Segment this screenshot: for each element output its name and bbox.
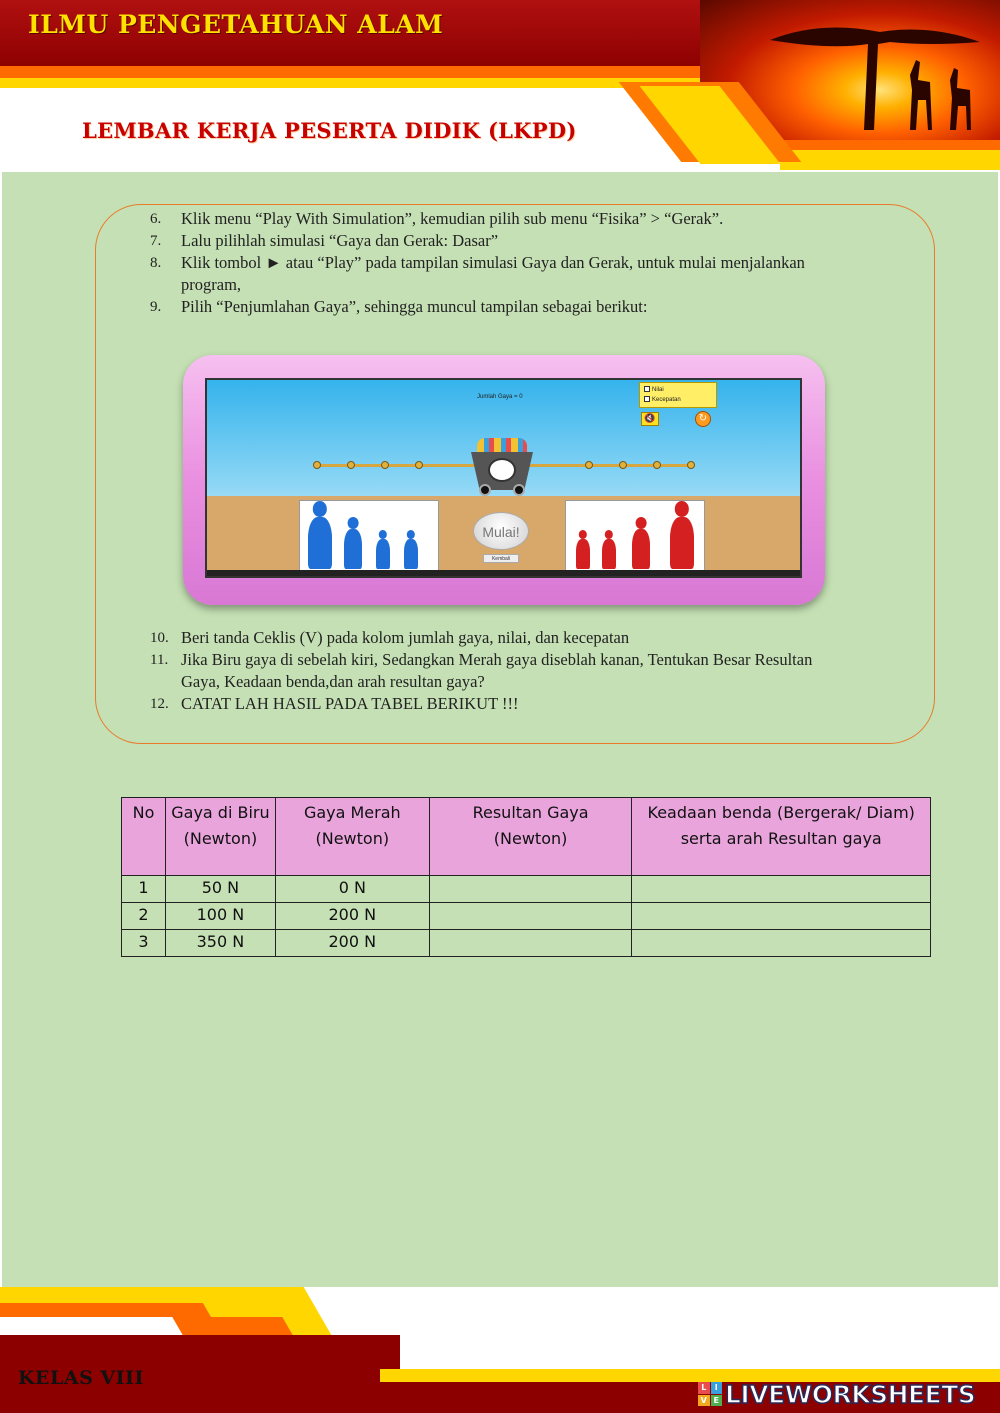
logo-letter: L (698, 1382, 710, 1394)
checkbox-icon (644, 396, 650, 402)
instruction-step (150, 649, 850, 693)
rope-knot (619, 461, 627, 469)
cart-wheel (479, 484, 491, 496)
class-label: KELAS VIII (18, 1367, 144, 1389)
cell-red-force: 0 N (275, 876, 429, 903)
table-row (122, 930, 931, 957)
options-panel (639, 382, 717, 408)
cell-blue-force: 50 N (165, 876, 275, 903)
instruction-step (150, 627, 850, 649)
step-text: CATAT LAH HASIL PADA TABEL BERIKUT !!! (181, 694, 519, 713)
option-kecepatan-label: Kecepatan (652, 397, 681, 403)
cell-resultant-input[interactable] (429, 930, 632, 957)
cell-blue-force: 350 N (165, 930, 275, 957)
table-row (122, 876, 931, 903)
cell-state-input[interactable] (632, 903, 931, 930)
cell-red-force: 200 N (275, 903, 429, 930)
instruction-step (150, 252, 850, 296)
instruction-step (150, 230, 850, 252)
simulation-screenshot (205, 378, 802, 578)
results-table (121, 797, 931, 957)
header-blue-force: Gaya di Biru (Newton) (165, 798, 275, 876)
cell-state-input[interactable] (632, 930, 931, 957)
step-number: 9. (150, 299, 162, 315)
rope-knot (381, 461, 389, 469)
red-puller-medium (632, 529, 650, 569)
instruction-step (150, 693, 850, 715)
header-orange-stripe (0, 66, 760, 78)
option-nilai-label: Nilai (652, 387, 664, 393)
rope-knot (415, 461, 423, 469)
step-text: Beri tanda Ceklis (V) pada kolom jumlah gaya, nilai, dan kecepatan (181, 628, 630, 647)
rope-knot (585, 461, 593, 469)
brand-name: LIVEWORKSHEETS (725, 1379, 976, 1409)
table-row (122, 903, 931, 930)
logo-letter: I (711, 1382, 723, 1394)
red-puller-large (670, 517, 694, 569)
header-state: Keadaan benda (Bergerak/ Diam) serta arah Resultan gaya (632, 798, 931, 876)
acacia-giraffe-silhouette (760, 20, 990, 130)
page-header (0, 0, 1000, 170)
step-number: 12. (150, 696, 169, 712)
cell-resultant-input[interactable] (429, 876, 632, 903)
cell-blue-force: 100 N (165, 903, 275, 930)
rope-knot (313, 461, 321, 469)
blue-puller-small (376, 539, 390, 569)
rope-knot (687, 461, 695, 469)
blue-team-box (299, 500, 439, 574)
rope-knot (653, 461, 661, 469)
cart-wheel (513, 484, 525, 496)
option-kecepatan (644, 395, 712, 405)
header-yellow-stripe-right (780, 150, 1000, 170)
step-text: Klik tombol ► atau “Play” pada tampilan simulasi Gaya dan Gerak, untuk mulai menjalankan program, (181, 253, 805, 294)
cell-no: 3 (122, 930, 166, 957)
liveworksheets-logo-icon (698, 1382, 722, 1406)
logo-letter: E (711, 1395, 723, 1407)
subject-title: ILMU PENGETAHUAN ALAM (28, 10, 444, 39)
page-footer (0, 1287, 1000, 1413)
step-text: Klik menu “Play With Simulation”, kemudian pilih sub menu “Fisika” > “Gerak”. (181, 209, 724, 228)
step-number: 11. (150, 652, 169, 668)
blue-puller-small (404, 539, 418, 569)
red-puller-small (602, 539, 616, 569)
logo-letter: V (698, 1395, 710, 1407)
reset-icon: ↻ (695, 411, 711, 427)
header-no: No (122, 798, 166, 876)
step-number: 7. (150, 233, 162, 249)
start-button: Mulai! (473, 512, 529, 550)
step-text: Lalu pilihlah simulasi “Gaya dan Gerak: Dasar” (181, 231, 499, 250)
red-puller-small (576, 539, 590, 569)
instruction-list-top (150, 208, 850, 318)
cart-load (477, 438, 527, 454)
header-red-force: Gaya Merah (Newton) (275, 798, 429, 876)
speaker-mute-icon: 🔇 (641, 412, 659, 426)
instruction-list-bottom (150, 627, 850, 715)
cell-state-input[interactable] (632, 876, 931, 903)
instruction-step (150, 296, 850, 318)
header-resultant: Resultan Gaya (Newton) (429, 798, 632, 876)
speedometer-icon (488, 458, 516, 482)
instruction-step (150, 208, 850, 230)
liveworksheets-brand[interactable] (698, 1379, 975, 1409)
blue-puller-large (308, 517, 332, 569)
cell-no: 1 (122, 876, 166, 903)
table-header-row (122, 798, 931, 876)
step-number: 10. (150, 630, 169, 646)
step-text: Pilih “Penjumlahan Gaya”, sehingga muncul tampilan sebagai berikut: (181, 297, 648, 316)
red-team-box (565, 500, 705, 574)
blue-puller-medium (344, 529, 362, 569)
force-sum-label: Jumlah Gaya = 0 (477, 394, 523, 400)
cell-red-force: 200 N (275, 930, 429, 957)
step-number: 6. (150, 211, 162, 227)
step-text: Jika Biru gaya di sebelah kiri, Sedangkan Merah gaya diseblah kanan, Tentukan Besar Resultan Gaya, Keadaan benda,dan arah resultan gaya? (181, 650, 813, 691)
cell-resultant-input[interactable] (429, 903, 632, 930)
step-number: 8. (150, 255, 162, 271)
cell-no: 2 (122, 903, 166, 930)
option-nilai (644, 385, 712, 395)
screen-bottom-bar (207, 570, 800, 578)
back-button: Kembali (483, 554, 519, 563)
worksheet-title: LEMBAR KERJA PESERTA DIDIK (LKPD) (82, 118, 577, 143)
rope-knot (347, 461, 355, 469)
checkbox-icon (644, 386, 650, 392)
